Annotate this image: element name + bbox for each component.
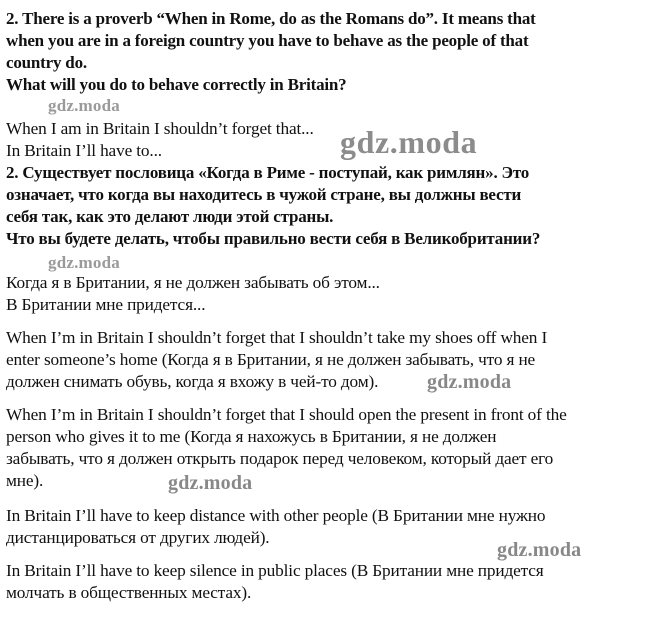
task-heading-en-line: country do.	[6, 53, 87, 72]
watermark-large: gdz.moda	[340, 124, 478, 160]
answer-line: молчать в общественных местах).	[6, 583, 252, 602]
task-heading-ru	[6, 162, 641, 250]
watermark: gdz.moda	[168, 472, 253, 494]
task-question-en: What will you do to behave correctly in Britain?	[6, 75, 347, 94]
answer-line: забывать, что я должен открыть подарок перед человеком, который дает его	[6, 449, 554, 468]
answer-line: In Britain I’ll have to keep distance with other people (В Британии мне нужно	[6, 506, 546, 525]
answer-line: In Britain I’ll have to keep silence in public places (В Британии мне придется	[6, 561, 544, 580]
task-heading-en-line: 2. There is a proverb “When in Rome, do as the Romans do”. It means that	[6, 9, 536, 28]
answer-line: When I’m in Britain I shouldn’t forget that I shouldn’t take my shoes off when I	[6, 328, 548, 347]
answer-paragraph	[6, 560, 641, 604]
task-heading-en-line: when you are in a foreign country you have to behave as the people of that	[6, 31, 529, 50]
task-heading-ru-line: себя так, как это делают люди этой страны.	[6, 207, 334, 226]
answer-line: мне).	[6, 471, 44, 490]
task-heading-en	[6, 8, 641, 96]
answer-paragraph	[6, 505, 641, 549]
watermark: gdz.moda	[48, 253, 120, 272]
watermark: gdz.moda	[497, 539, 582, 561]
prompt-shouldnt-forget-en: When I am in Britain I shouldn’t forget that...	[6, 119, 314, 138]
prompt-have-to-en: In Britain I’ll have to...	[6, 141, 162, 160]
task-prompts-ru	[6, 272, 641, 316]
answer-line: person who gives it to me (Когда я нахожусь в Британии, я не должен	[6, 427, 497, 446]
answer-line: должен снимать обувь, когда я вхожу в чей-то дом).	[6, 372, 379, 391]
answer-paragraph	[6, 327, 641, 393]
answer-line: дистанцироваться от других людей).	[6, 528, 270, 547]
task-question-ru: Что вы будете делать, чтобы правильно вести себя в Великобритании?	[6, 229, 541, 248]
prompt-shouldnt-forget-ru: Когда я в Британии, я не должен забывать об этом...	[6, 273, 380, 292]
answer-line: When I’m in Britain I shouldn’t forget that I should open the present in front of the	[6, 405, 567, 424]
answer-paragraph	[6, 404, 641, 492]
task-heading-ru-line: 2. Существует пословица «Когда в Риме - поступай, как римлян». Это	[6, 163, 530, 182]
task-heading-ru-line: означает, что когда вы находитесь в чужой стране, вы должны вести	[6, 185, 522, 204]
watermark: gdz.moda	[48, 96, 120, 115]
prompt-have-to-ru: В Британии мне придется...	[6, 295, 206, 314]
watermark: gdz.moda	[427, 371, 512, 393]
answer-line: enter someone’s home (Когда я в Британии, я не должен забывать, что я не	[6, 350, 536, 369]
task-prompts-en	[6, 118, 641, 162]
